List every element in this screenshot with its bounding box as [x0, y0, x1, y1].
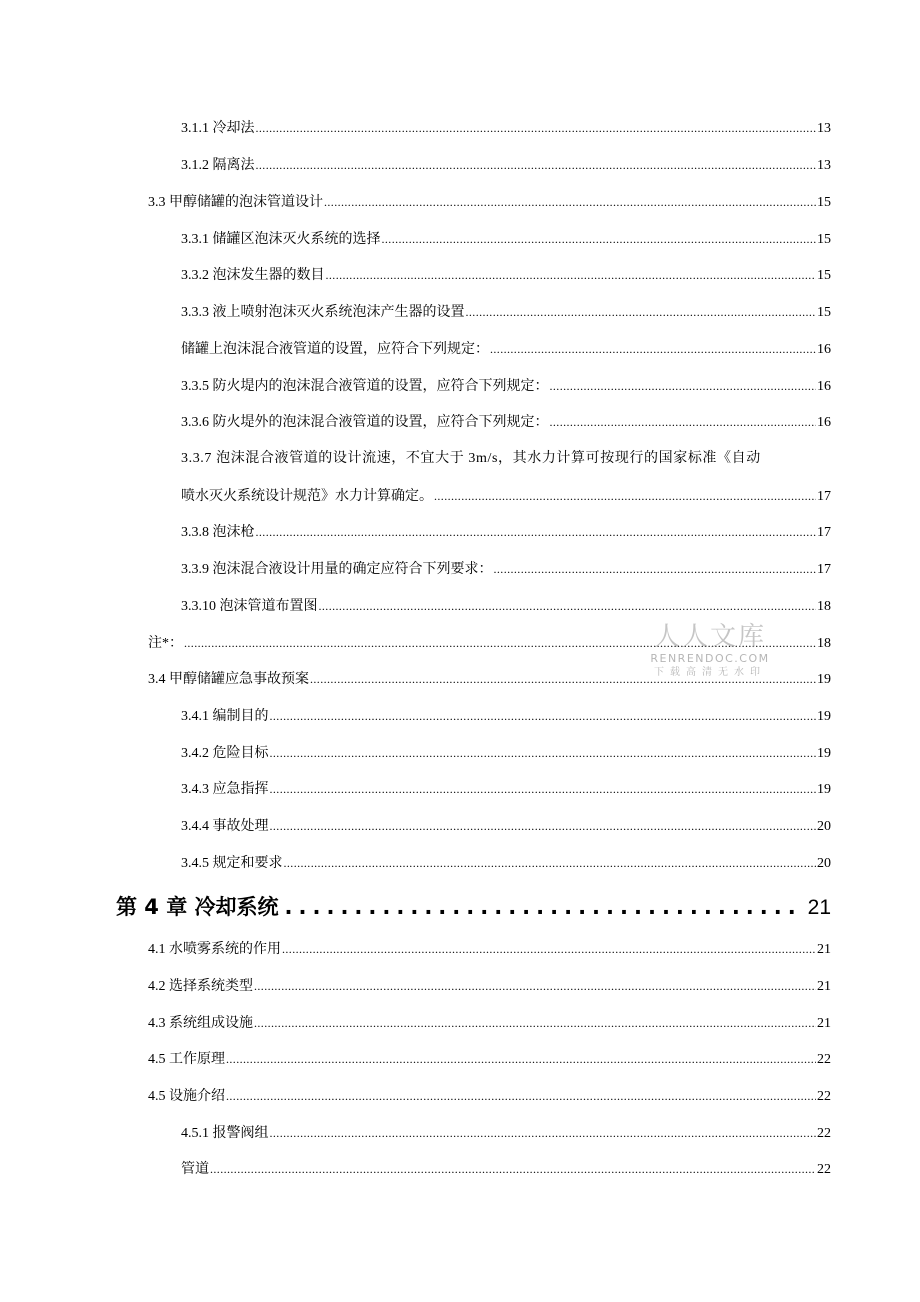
toc-entry-title: 喷水灭火系统设计规范》水力计算确定。 [181, 489, 433, 504]
toc-entry-title: 注*： [148, 636, 183, 651]
toc-entry-title: 储罐上泡沫混合液管道的设置，应符合下列规定： [181, 342, 489, 357]
toc-entry-title: 3.4 甲醇储罐应急事故预案 [148, 672, 309, 687]
toc-entry-3-4-4[interactable] [181, 816, 831, 837]
leader-dots [210, 1159, 816, 1179]
toc-entry-3-4-3[interactable] [181, 779, 831, 800]
toc-entry-3-3-5[interactable] [181, 376, 831, 397]
toc-entry-4-5-1[interactable] [181, 1123, 831, 1144]
toc-entry-title: 3.3 甲醇储罐的泡沫管道设计 [148, 195, 323, 210]
toc-entry-page: 19 [817, 709, 831, 724]
leader-dots [270, 706, 817, 726]
toc-entry-page: 21 [817, 942, 831, 957]
toc-entry-3-3-6[interactable] [181, 412, 831, 433]
toc-entry-page: 13 [817, 158, 831, 173]
toc-entry-3-3-10[interactable] [181, 596, 831, 617]
toc-entry-title: 3.4.5 规定和要求 [181, 856, 283, 871]
toc-entry-title: 3.4.1 编制目的 [181, 709, 269, 724]
toc-entry-3-3-8[interactable] [181, 522, 831, 543]
toc-entry-page: 16 [817, 379, 831, 394]
leader-dots [494, 559, 817, 579]
toc-entry-page: 19 [817, 672, 831, 687]
leader-dots [254, 1013, 816, 1033]
toc-entry-title: 4.3 系统组成设施 [148, 1016, 253, 1031]
toc-entry-page: 13 [817, 121, 831, 136]
toc-entry-page: 21 [817, 979, 831, 994]
toc-entry-title: 3.3.6 防火堤外的泡沫混合液管道的设置，应符合下列规定： [181, 415, 549, 430]
toc-entry-title: 3.3.1 储罐区泡沫灭火系统的选择 [181, 232, 381, 247]
leader-dots [490, 339, 816, 359]
toc-entry-title: 4.1 水喷雾系统的作用 [148, 942, 281, 957]
toc-entry-title: 3.4.2 危险目标 [181, 746, 269, 761]
toc-entry-title: 3.1.1 冷却法 [181, 121, 255, 136]
leader-dots [382, 229, 817, 249]
toc-entry-title: 3.4.3 应急指挥 [181, 782, 269, 797]
leader-dots [310, 669, 816, 689]
watermark-url: RENRENDOC.COM [650, 652, 770, 665]
leader-dots [270, 779, 817, 799]
toc-chapter-4[interactable] [116, 893, 831, 922]
toc-entry-page: 20 [817, 819, 831, 834]
leader-dots [324, 192, 816, 212]
toc-entry-4-1[interactable] [148, 939, 831, 960]
toc-entry-3-3-1[interactable] [181, 229, 831, 250]
toc-entry-title: 4.2 选择系统类型 [148, 979, 253, 994]
toc-entry-page: 17 [817, 525, 831, 540]
toc-entry-3-4-2[interactable] [181, 743, 831, 764]
toc-entry-4-5-a[interactable] [148, 1049, 831, 1070]
toc-entry-pipes[interactable] [181, 1159, 831, 1180]
toc-entry-3-3-7[interactable] [181, 486, 831, 507]
toc-entry-title: 3.3.3 液上喷射泡沫灭火系统泡沫产生器的设置 [181, 305, 465, 320]
leader-dots [434, 486, 816, 506]
leader-dots [256, 522, 817, 542]
toc-entry-page: 22 [817, 1162, 831, 1177]
toc-entry-4-5-b[interactable] [148, 1086, 831, 1107]
toc-entry-page: 18 [817, 636, 831, 651]
chapter-title: 第 4 章 冷却系统 [116, 895, 279, 919]
leader-dots [284, 853, 817, 873]
toc-entry-page: 16 [817, 342, 831, 357]
leader-dots [256, 155, 817, 175]
leader-dots [184, 633, 816, 653]
toc-entry-3-3-4[interactable] [181, 339, 831, 360]
leader-dots [319, 596, 817, 616]
toc-entry-title: 3.3.5 防火堤内的泡沫混合液管道的设置，应符合下列规定： [181, 379, 549, 394]
leader-dots [550, 412, 817, 432]
toc-entry-page: 22 [817, 1126, 831, 1141]
leader-dots [466, 302, 817, 322]
toc-entry-title: 3.3.9 泡沫混合液设计用量的确定应符合下列要求： [181, 562, 493, 577]
toc-entry-3-3-9[interactable] [181, 559, 831, 580]
toc-entry-3-1-2[interactable] [181, 155, 831, 176]
toc-entry-3-4-1[interactable] [181, 706, 831, 727]
toc-entry-3-4-5[interactable] [181, 853, 831, 874]
toc-entry-4-2[interactable] [148, 976, 831, 997]
toc-entry-title: 4.5 设施介绍 [148, 1089, 225, 1104]
leader-dots [282, 939, 816, 959]
leader-dots [270, 743, 817, 763]
toc-entry-page: 19 [817, 782, 831, 797]
chapter-page: 21 [807, 896, 831, 919]
watermark-tagline: 下载高清无水印 [654, 667, 766, 678]
leader-dots [270, 816, 817, 836]
toc-entry-title: 3.1.2 隔离法 [181, 158, 255, 173]
leader-dots [254, 976, 816, 996]
toc-entry-3-3[interactable] [148, 192, 831, 213]
toc-entry-page: 19 [817, 746, 831, 761]
toc-entry-4-3[interactable] [148, 1013, 831, 1034]
toc-entry-3-1-1[interactable] [181, 118, 831, 139]
leader-dots [256, 118, 817, 138]
leader-dots [270, 1123, 817, 1143]
toc-entry-title: 3.3.8 泡沫枪 [181, 525, 255, 540]
toc-entry-title: 3.4.4 事故处理 [181, 819, 269, 834]
toc-entry-page: 21 [817, 1016, 831, 1031]
toc-entry-3-3-2[interactable] [181, 265, 831, 286]
toc-entry-page: 15 [817, 305, 831, 320]
toc-entry-title: 3.3.2 泡沫发生器的数目 [181, 268, 325, 283]
toc-entry-3-4[interactable] [148, 669, 831, 690]
toc-entry-page: 20 [817, 856, 831, 871]
toc-entry-page: 15 [817, 195, 831, 210]
watermark-logo-text: 人人文库 [653, 622, 766, 652]
toc-entry-page: 15 [817, 268, 831, 283]
toc-entry-page: 18 [817, 599, 831, 614]
toc-entry-page: 22 [817, 1052, 831, 1067]
toc-entry-page: 16 [817, 415, 831, 430]
toc-entry-page: 15 [817, 232, 831, 247]
leader-dots [285, 893, 802, 921]
leader-dots [326, 265, 817, 285]
leader-dots [550, 376, 817, 396]
toc-entry-title: 管道 [181, 1162, 209, 1177]
leader-dots [226, 1049, 816, 1069]
toc-entry-title: 4.5 工作原理 [148, 1052, 225, 1067]
toc-entry-3-3-7-line1[interactable]: 3.3.7 泡沫混合液管道的设计流速，不宜大于 3m/s，其水力计算可按现行的国家标准《自动 [181, 451, 761, 466]
toc-entry-page: 17 [817, 562, 831, 577]
toc-entry-title: 3.3.10 泡沫管道布置图 [181, 599, 318, 614]
toc-entry-note[interactable] [148, 633, 831, 654]
toc-entry-3-3-3[interactable] [181, 302, 831, 323]
toc-entry-page: 17 [817, 489, 831, 504]
leader-dots [226, 1086, 816, 1106]
toc-entry-title: 4.5.1 报警阀组 [181, 1126, 269, 1141]
toc-entry-page: 22 [817, 1089, 831, 1104]
